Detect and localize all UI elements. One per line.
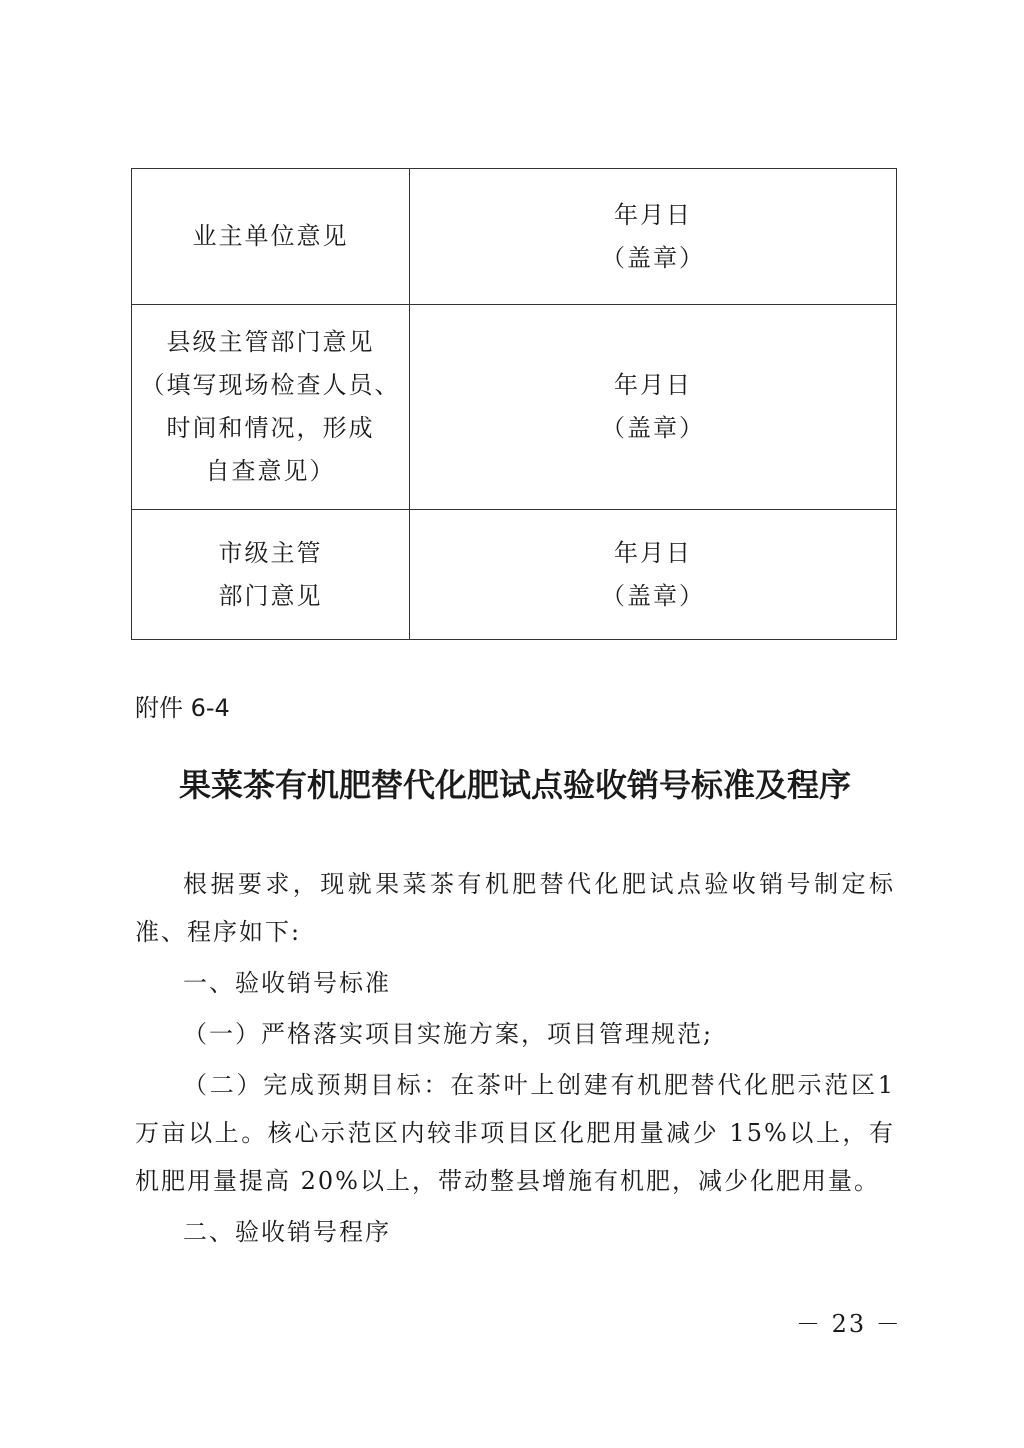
row-label: 时间和情况，形成 bbox=[166, 414, 375, 442]
document-title: 果菜茶有机肥替代化肥试点验收销号标准及程序 bbox=[178, 766, 851, 804]
date-placeholder: 年月日 bbox=[614, 371, 692, 399]
seal-placeholder: （盖章） bbox=[601, 414, 705, 442]
date-placeholder: 年月日 bbox=[614, 200, 692, 229]
intro-paragraph: 根据要求，现就果菜茶有机肥替代化肥试点验收销号制定标准、程序如下: bbox=[135, 870, 895, 946]
signature-cell bbox=[410, 305, 897, 510]
row-label: （填写现场检查人员、 bbox=[140, 371, 401, 399]
date-placeholder: 年月日 bbox=[614, 538, 692, 567]
row-label: 部门意见 bbox=[218, 581, 323, 610]
seal-placeholder: （盖章） bbox=[601, 581, 705, 610]
table-row-county-dept bbox=[132, 305, 897, 510]
signature-cell bbox=[410, 510, 897, 640]
page-number: － 23 － bbox=[796, 1310, 902, 1338]
table-row-city-dept bbox=[132, 510, 897, 640]
approval-opinion-table bbox=[131, 168, 897, 640]
row-label: 业主单位意见 bbox=[192, 222, 349, 250]
attachment-label: 附件 6-4 bbox=[135, 694, 230, 722]
standard-item-2: （二）完成预期目标：在茶叶上创建有机肥替代化肥示范区1万亩以上。核心示范区内较非项目区化肥用量减少 15%以上，有机肥用量提高 20%以上，带动整县增施有机肥，减少化肥用量。 bbox=[135, 1071, 895, 1195]
table-row-owner-unit bbox=[132, 169, 897, 305]
row-label: 自查意见） bbox=[205, 457, 336, 485]
document-body bbox=[135, 860, 895, 1259]
row-label: 县级主管部门意见 bbox=[166, 328, 375, 356]
row-label-cell bbox=[132, 169, 410, 305]
row-label-cell bbox=[132, 305, 410, 510]
standard-item-1: （一）严格落实项目实施方案，项目管理规范; bbox=[183, 1020, 714, 1048]
row-label: 市级主管 bbox=[218, 538, 323, 567]
section-heading-procedure: 二、验收销号程序 bbox=[183, 1218, 391, 1246]
seal-placeholder: （盖章） bbox=[601, 243, 705, 272]
row-label-cell bbox=[132, 510, 410, 640]
section-heading-standards: 一、验收销号标准 bbox=[183, 969, 391, 997]
signature-cell bbox=[410, 169, 897, 305]
